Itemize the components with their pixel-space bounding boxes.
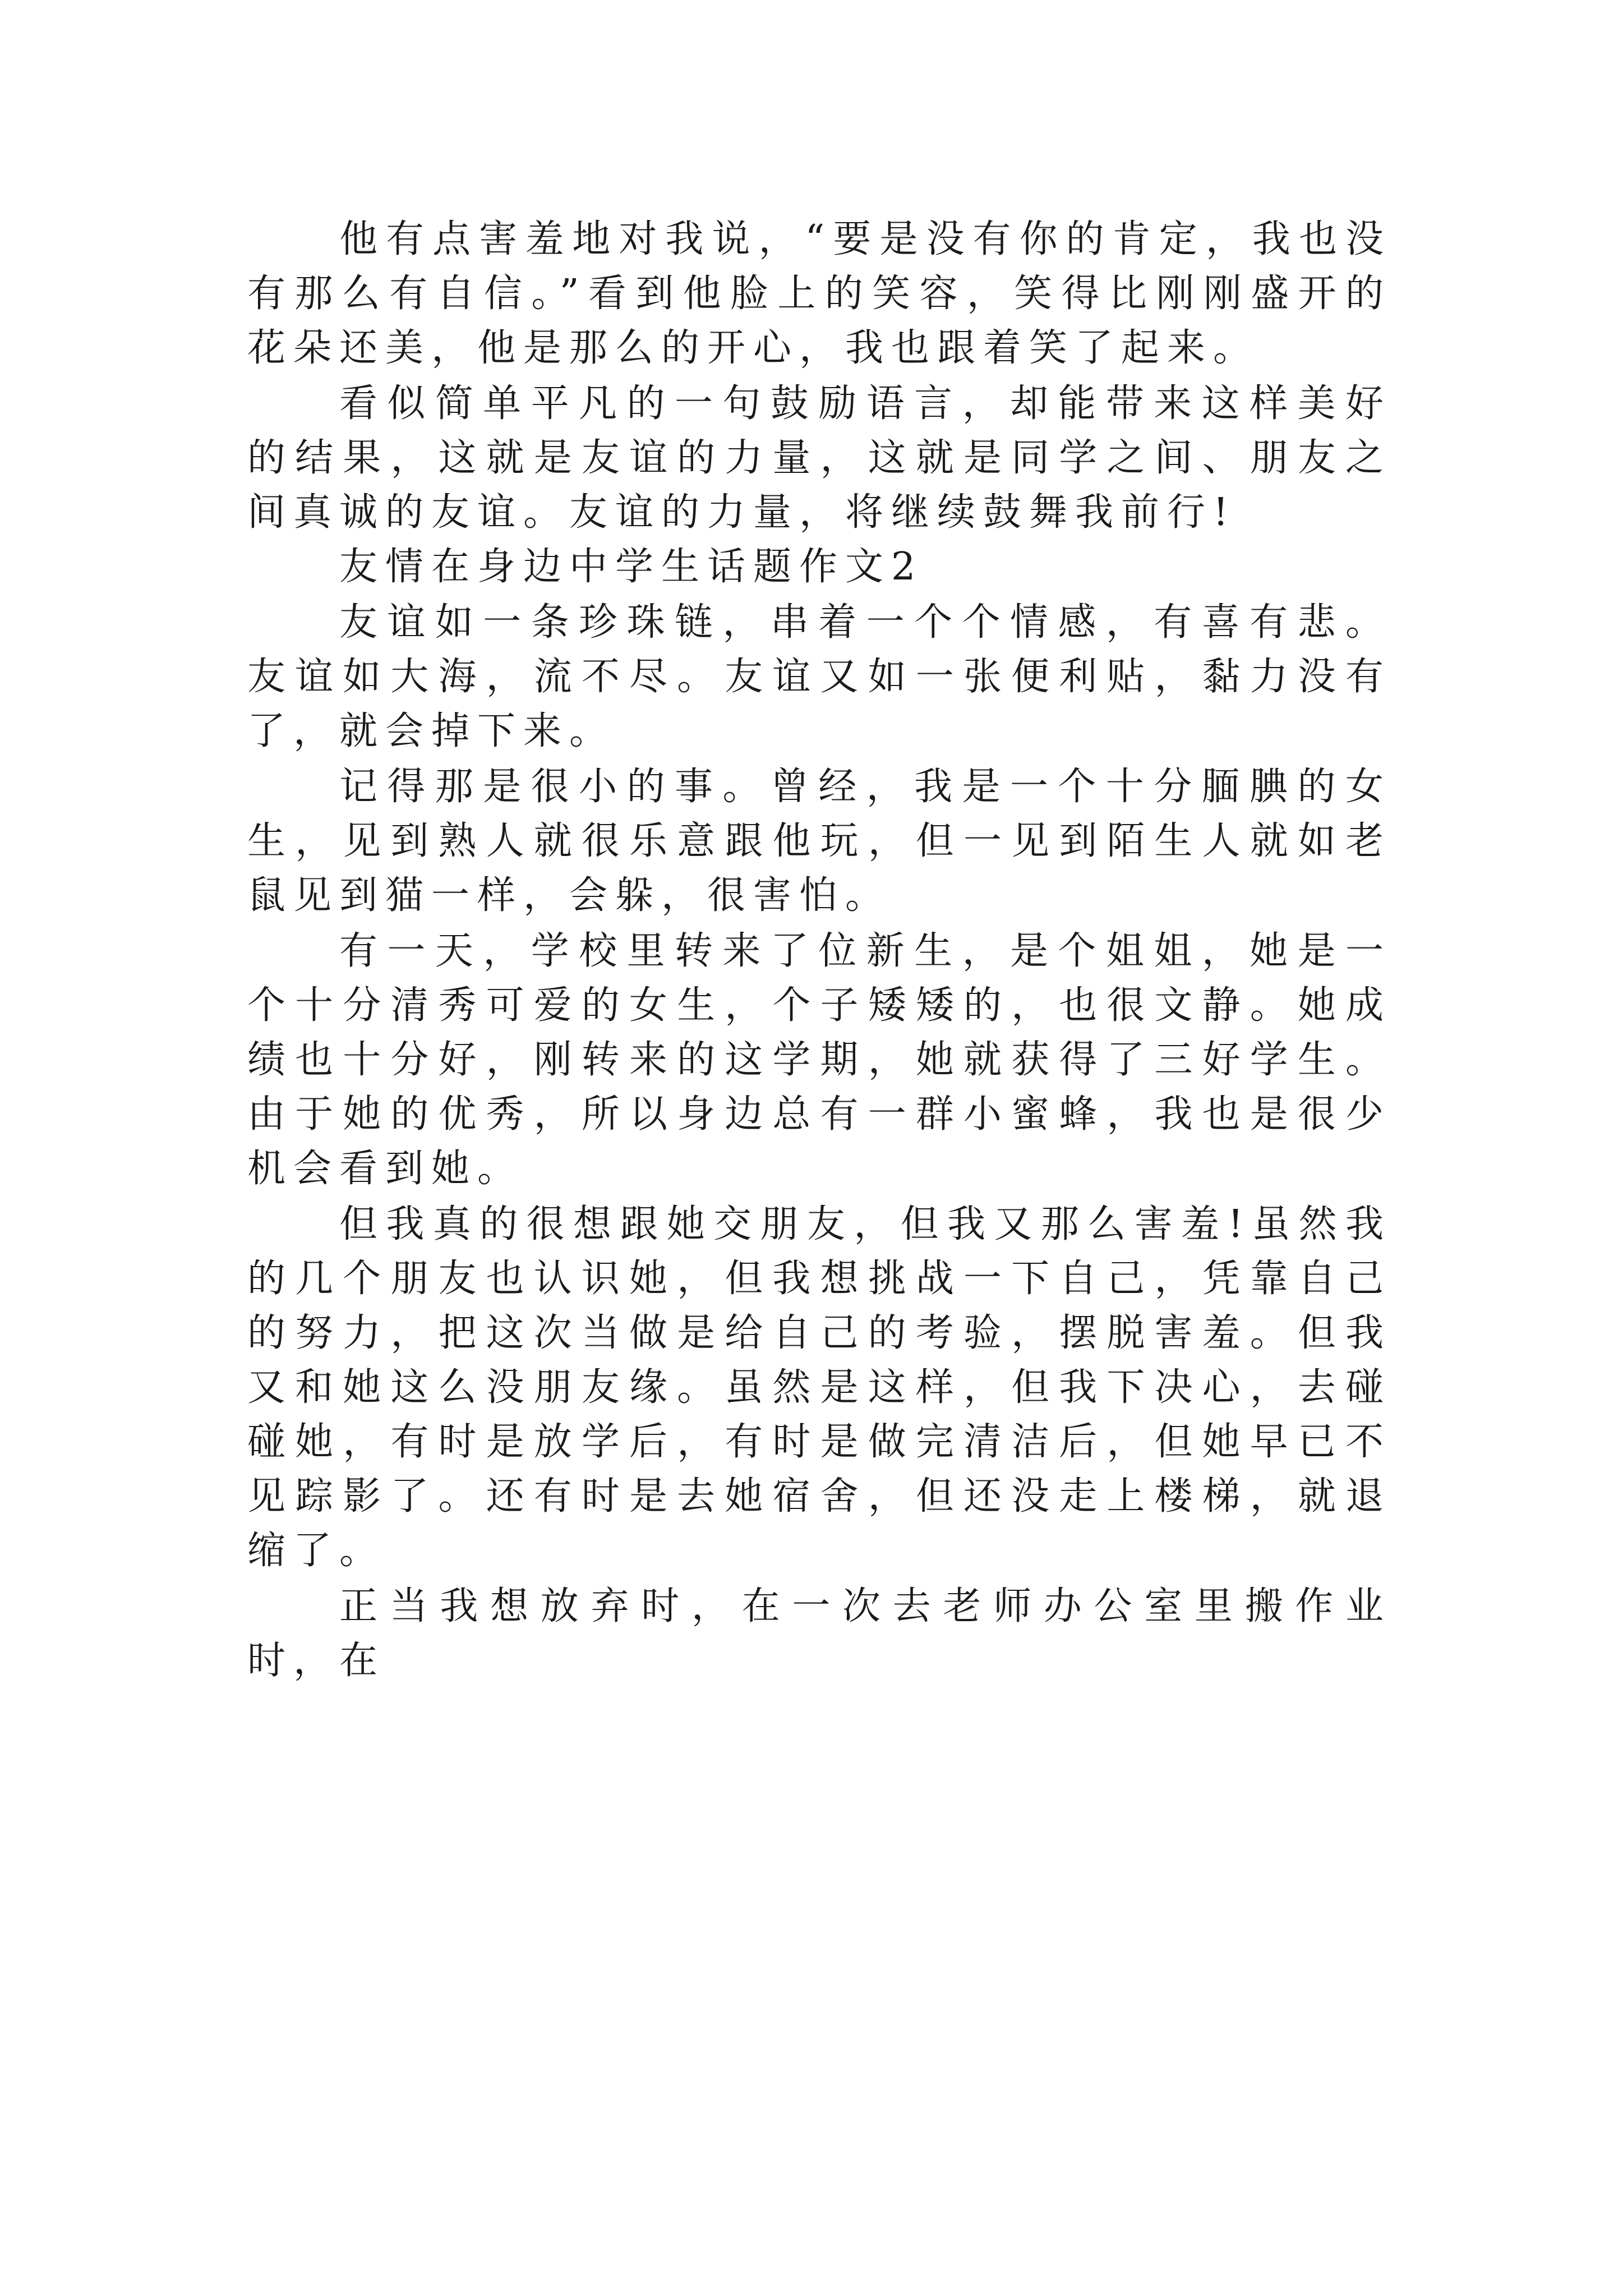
- paragraph-7: 正当我想放弃时，在一次去老师办公室里搬作业时，在: [247, 1584, 1391, 1683]
- document-body: [247, 212, 1391, 1688]
- paragraph-4: 记得那是很小的事。曾经，我是一个十分腼腆的女生，见到熟人就很乐意跟他玩，但一见到陌生人就如老鼠见到猫一样，会躲，很害怕。: [247, 765, 1391, 918]
- paragraph-3: 友谊如一条珍珠链，串着一个个情感，有喜有悲。友谊如大海，流不尽。友谊又如一张便利贴，黏力没有了，就会掉下来。: [247, 600, 1391, 753]
- essay-title: 友情在身边中学生话题作文2: [339, 545, 924, 589]
- paragraph-1: 他有点害羞地对我说，“要是没有你的肯定，我也没有那么有自信。”看到他脸上的笑容，笑得比刚刚盛开的花朵还美，他是那么的开心，我也跟着笑了起来。: [247, 217, 1391, 370]
- paragraph-2: 看似简单平凡的一句鼓励语言，却能带来这样美好的结果，这就是友谊的力量，这就是同学之间、朋友之间真诚的友谊。友谊的力量，将继续鼓舞我前行!: [247, 381, 1391, 535]
- paragraph-6: 但我真的很想跟她交朋友，但我又那么害羞!虽然我的几个朋友也认识她，但我想挑战一下自己，凭靠自己的努力，把这次当做是给自己的考验，摆脱害羞。但我又和她这么没朋友缘。虽然是这样，但我下决心，去碰碰她，有时是放学后，有时是做完清洁后，但她早已不见踪影了。还有时是去她宿舍，但还没走上楼梯，就退缩了。: [247, 1202, 1391, 1573]
- paragraph-5: 有一天，学校里转来了位新生，是个姐姐，她是一个十分清秀可爱的女生，个子矮矮的，也很文静。她成绩也十分好，刚转来的这学期，她就获得了三好学生。由于她的优秀，所以身边总有一群小蜜蜂，我也是很少机会看到她。: [247, 929, 1391, 1191]
